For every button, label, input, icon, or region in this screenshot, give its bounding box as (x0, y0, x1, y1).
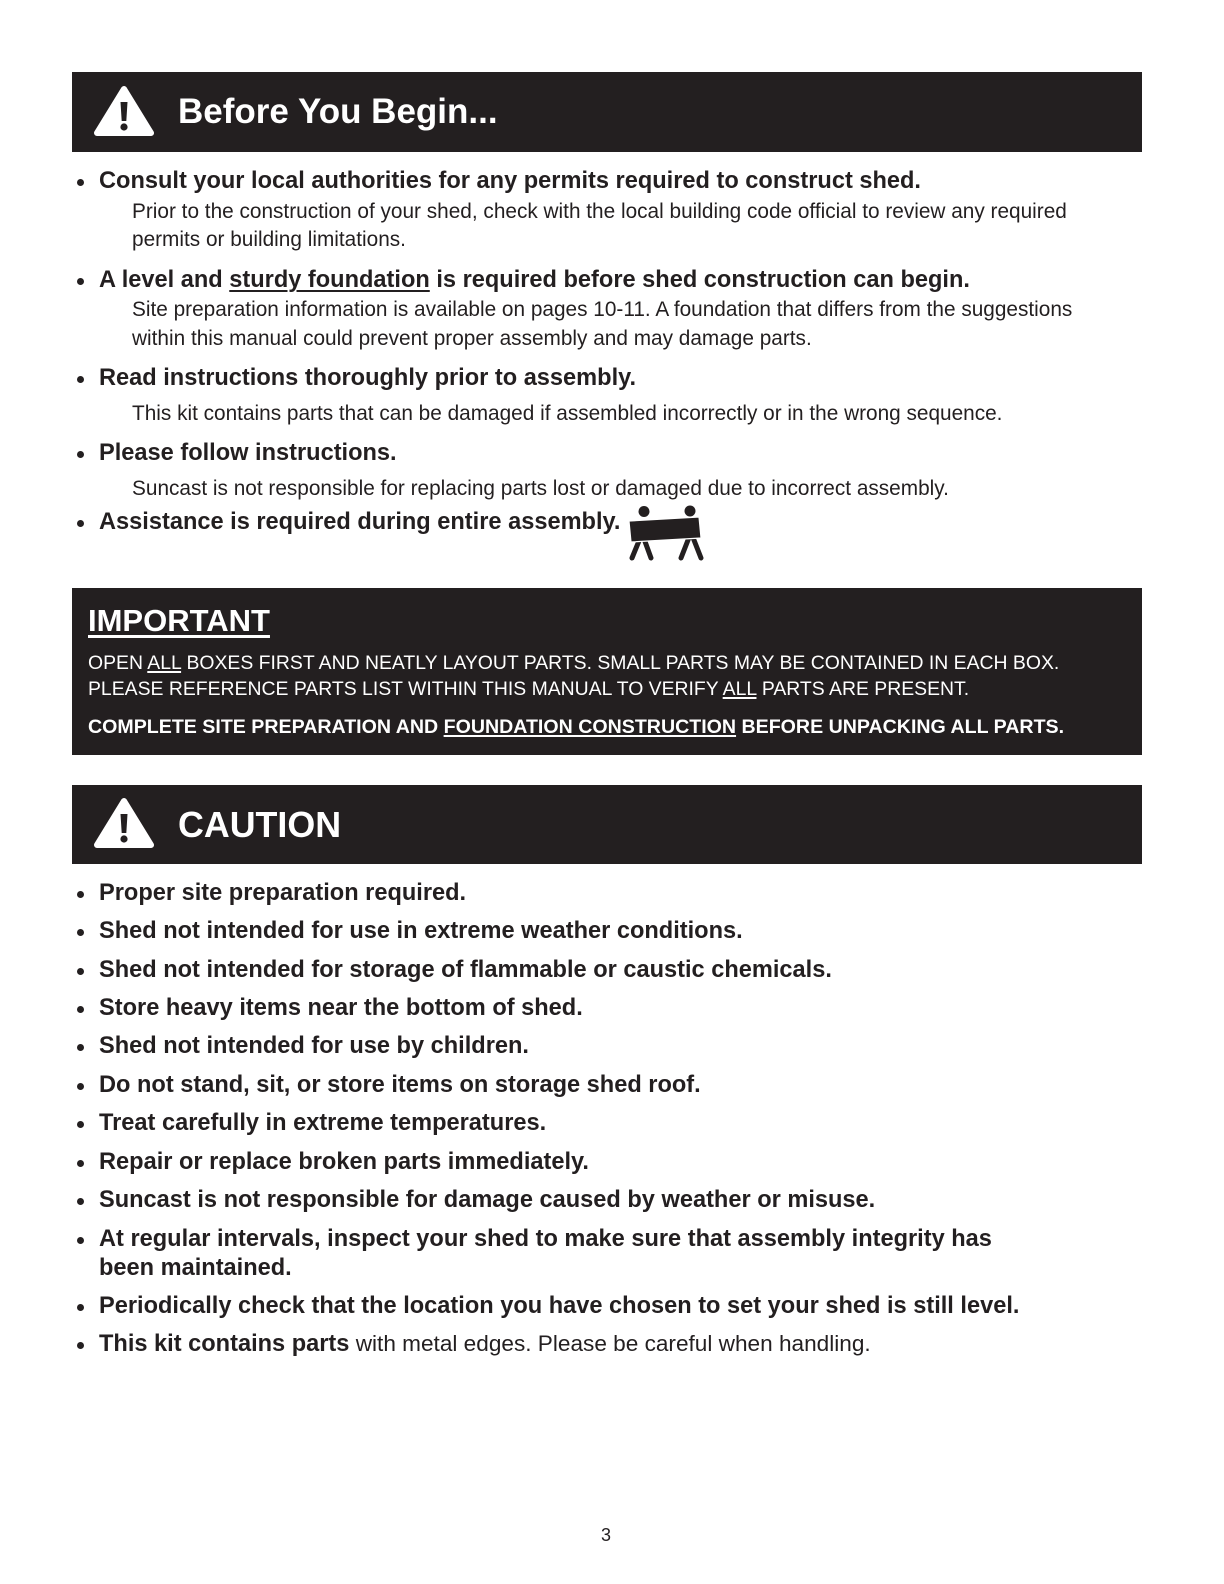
important-heading: IMPORTANT (88, 603, 270, 638)
item-title-start: A level and (99, 267, 230, 293)
before-item-assistance (72, 508, 1142, 561)
item-title: Read instructions thoroughly prior to assembly. (99, 365, 637, 391)
item-title-underlined: sturdy foundation (229, 267, 430, 293)
caution-header (72, 785, 1142, 864)
before-you-begin-header (72, 72, 1142, 152)
before-you-begin-title: Before You Begin... (178, 92, 498, 131)
bullet (77, 1044, 84, 1051)
item-title: Assistance is required during entire assembly. (99, 509, 621, 535)
caution-item-text: been maintained. (99, 1255, 292, 1281)
caution-item-text: Shed not intended for use by children. (99, 1033, 529, 1059)
bullet (77, 968, 84, 975)
before-item-permits (72, 167, 1142, 253)
caution-item-regular: with metal edges. Please be careful when handling. (349, 1331, 871, 1356)
bullet (77, 520, 84, 527)
caution-item-bold: This kit contains parts (99, 1331, 350, 1357)
item-title-end: is required before shed construction can begin. (429, 267, 970, 293)
item-body-line: Site preparation information is available on pages 10-11. A foundation that differs from the suggestions (132, 298, 1073, 321)
item-body-line: Suncast is not responsible for replacing parts lost or damaged due to incorrect assembly. (132, 477, 949, 500)
before-item-foundation (72, 266, 1142, 352)
bullet (77, 278, 84, 285)
important-text: OPEN (88, 652, 148, 674)
bullet (77, 179, 84, 186)
item-body-line: within this manual could prevent proper assembly and may damage parts. (132, 327, 812, 350)
bullet (77, 891, 84, 898)
caution-item-text: Suncast is not responsible for damage caused by weather or misuse. (99, 1187, 876, 1213)
caution-item-roof (72, 1071, 1142, 1099)
important-underlined: ALL (147, 652, 182, 674)
warning-triangle-icon (93, 85, 155, 137)
caution-item-heavy-items (72, 994, 1142, 1022)
bullet (77, 1237, 84, 1244)
caution-item-weather-misuse (72, 1186, 1142, 1214)
important-line-bold (88, 715, 1064, 739)
important-text: COMPLETE SITE PREPARATION AND (88, 716, 444, 738)
caution-item-text: Store heavy items near the bottom of shed. (99, 995, 583, 1021)
caution-item-children (72, 1032, 1142, 1060)
item-title: Please follow instructions. (99, 440, 397, 466)
caution-item-broken-parts (72, 1148, 1142, 1176)
bullet (77, 451, 84, 458)
caution-item-text (99, 1330, 871, 1358)
caution-item-text: Do not stand, sit, or store items on storage shed roof. (99, 1072, 701, 1098)
important-line (88, 677, 969, 701)
before-item-follow-instructions (72, 439, 1142, 502)
bullet (77, 1304, 84, 1311)
item-title: Consult your local authorities for any permits required to construct shed. (99, 168, 921, 194)
caution-item-site-preparation (72, 879, 1142, 907)
bullet (77, 1006, 84, 1013)
bullet (77, 1198, 84, 1205)
important-line (88, 651, 1059, 675)
caution-item-metal-edges (72, 1330, 1142, 1358)
caution-title: CAUTION (178, 805, 342, 845)
caution-item-text: Treat carefully in extreme temperatures. (99, 1110, 547, 1136)
caution-item-extreme-weather (72, 917, 1142, 945)
caution-item-text: Periodically check that the location you have chosen to set your shed is still level. (99, 1293, 1020, 1319)
important-text: BOXES FIRST AND NEATLY LAYOUT PARTS. SMALL PARTS MAY BE CONTAINED IN EACH BOX. (181, 652, 1060, 674)
bullet (77, 1083, 84, 1090)
bullet (77, 929, 84, 936)
important-text: BEFORE UNPACKING ALL PARTS. (736, 716, 1065, 738)
bullet (77, 1342, 84, 1349)
caution-item-text: Shed not intended for storage of flammable or caustic chemicals. (99, 957, 832, 983)
caution-item-check-level (72, 1292, 1142, 1320)
bullet (77, 1160, 84, 1167)
important-underlined: ALL (722, 678, 757, 700)
item-body-line: permits or building limitations. (132, 228, 406, 251)
caution-item-flammable-chemicals (72, 956, 1142, 984)
important-underlined: FOUNDATION CONSTRUCTION (443, 716, 737, 738)
caution-item-text: Proper site preparation required. (99, 880, 467, 906)
warning-triangle-icon (93, 797, 155, 849)
bullet (77, 376, 84, 383)
important-text: PLEASE REFERENCE PARTS LIST WITHIN THIS MANUAL TO VERIFY (88, 678, 723, 700)
bullet (77, 1121, 84, 1128)
caution-item-text: Shed not intended for use in extreme weather conditions. (99, 918, 743, 944)
item-body-line: Prior to the construction of your shed, check with the local building code official to review any required (132, 200, 1067, 223)
important-text: PARTS ARE PRESENT. (756, 678, 970, 700)
caution-item-text: At regular intervals, inspect your shed to make sure that assembly integrity has (99, 1226, 992, 1252)
caution-item-temperatures (72, 1109, 1142, 1137)
item-body-line: This kit contains parts that can be damaged if assembled incorrectly or in the wrong sequence. (132, 402, 1003, 425)
item-title (99, 266, 970, 294)
important-box (72, 588, 1142, 755)
caution-item-text: Repair or replace broken parts immediately. (99, 1149, 589, 1175)
before-item-read-instructions (72, 364, 1142, 427)
two-person-lift-icon (624, 505, 706, 561)
page-number: 3 (600, 1525, 611, 1545)
caution-item-inspect-integrity (72, 1225, 1142, 1282)
